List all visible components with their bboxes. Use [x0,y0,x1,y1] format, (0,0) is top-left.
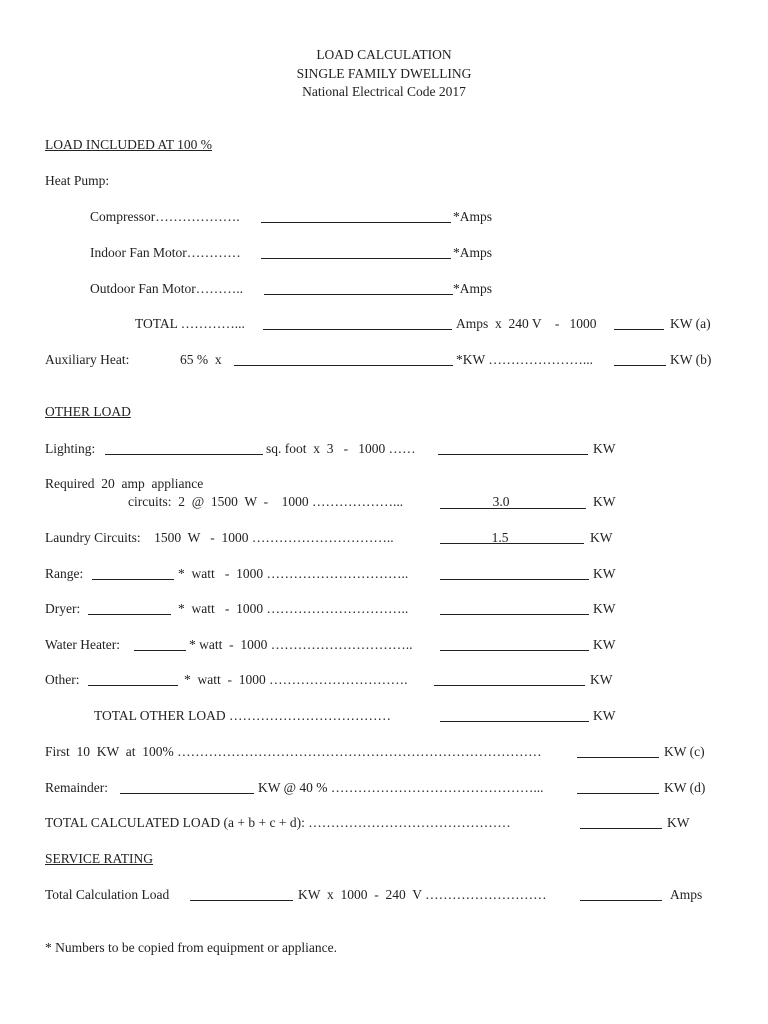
kw-a-field[interactable] [614,329,664,330]
appliance-kw-unit: KW [593,494,616,509]
service-amps-unit: Amps [670,887,703,902]
outdoor-fan-amps-unit: *Amps [453,281,493,296]
auxiliary-kw-field[interactable] [234,365,453,366]
service-amps-field[interactable] [580,900,662,901]
dryer-label: Dryer: [45,601,81,616]
total-amps-field[interactable] [263,329,452,330]
footnote: * Numbers to be copied from equipment or appliance. [45,940,338,955]
remainder-formula: KW @ 40 % ………………………………………... [258,780,544,795]
remainder-label: Remainder: [45,780,108,795]
lighting-label: Lighting: [45,441,96,456]
other-kw-unit: KW [590,672,613,687]
range-label: Range: [45,566,84,581]
dryer-kw-field[interactable] [440,614,589,615]
water-heater-kw-field[interactable] [440,650,589,651]
kw-b-label: KW (b) [670,352,712,367]
water-heater-formula: * watt - 1000 ………………………….. [189,637,413,652]
indoor-fan-label: Indoor Fan Motor………… [90,245,241,260]
lighting-kw-unit: KW [593,441,616,456]
other-formula: * watt - 1000 …………………………. [184,672,408,687]
section-heading-100: LOAD INCLUDED AT 100 % [45,137,212,152]
total-other-load-field[interactable] [440,721,589,722]
section-heading-service: SERVICE RATING [45,851,154,866]
heat-pump-label: Heat Pump: [45,173,110,188]
compressor-amps-field[interactable] [261,222,451,223]
laundry-kw-unit: KW [590,530,613,545]
service-formula: KW x 1000 - 240 V ……………………… [298,887,547,902]
range-kw-unit: KW [593,566,616,581]
appliance-kw-value: 3.0 [492,494,510,509]
range-kw-field[interactable] [440,579,589,580]
indoor-fan-amps-unit: *Amps [453,245,493,260]
appliance-label-line1: Required 20 amp appliance [45,476,204,491]
other-label: Other: [45,672,80,687]
appliance-label-line2: circuits: 2 @ 1500 W - 1000 ………………... [128,494,404,509]
section-heading-other: OTHER LOAD [45,404,131,419]
total-other-load-label: TOTAL OTHER LOAD ……………………………… [94,708,392,723]
compressor-amps-unit: *Amps [453,209,493,224]
auxiliary-heat-label: Auxiliary Heat: [45,352,130,367]
total-other-load-unit: KW [593,708,616,723]
water-heater-label: Water Heater: [45,637,120,652]
auxiliary-pct: 65 % x [180,352,222,367]
dryer-watt-field[interactable] [88,614,171,615]
other-watt-field[interactable] [88,685,178,686]
range-watt-field[interactable] [92,579,174,580]
kw-c-label: KW (c) [664,744,705,759]
kw-b-field[interactable] [614,365,666,366]
total-calculated-load-label: TOTAL CALCULATED LOAD (a + b + c + d): ……………………………………… [45,815,511,830]
laundry-kw-value: 1.5 [491,530,509,545]
dryer-formula: * watt - 1000 ………………………….. [178,601,409,616]
total-calculated-load-unit: KW [667,815,690,830]
auxiliary-kw-unit: *KW …………………... [456,352,593,367]
kw-c-field[interactable] [577,757,659,758]
code-reference: National Electrical Code 2017 [302,84,466,99]
total-label: TOTAL …………... [135,316,245,331]
compressor-label: Compressor………………. [90,209,240,224]
range-formula: * watt - 1000 ………………………….. [178,566,409,581]
total-calculated-load-field[interactable] [580,828,662,829]
lighting-formula: sq. foot x 3 - 1000 …… [266,441,416,456]
dryer-kw-unit: KW [593,601,616,616]
form-title: LOAD CALCULATION [316,47,452,62]
indoor-fan-amps-field[interactable] [261,258,451,259]
water-heater-kw-unit: KW [593,637,616,652]
total-calculation-load-label: Total Calculation Load [45,887,170,902]
water-heater-watt-field[interactable] [134,650,186,651]
other-kw-field[interactable] [434,685,585,686]
kw-a-label: KW (a) [670,316,711,331]
laundry-label: Laundry Circuits: 1500 W - 1000 ………………………….. [45,530,394,545]
kw-d-field[interactable] [577,793,659,794]
total-formula: Amps x 240 V - 1000 [456,316,597,331]
lighting-kw-field[interactable] [438,454,588,455]
outdoor-fan-amps-field[interactable] [264,294,453,295]
remainder-field[interactable] [120,793,254,794]
form-subtitle: SINGLE FAMILY DWELLING [296,66,472,81]
service-kw-field[interactable] [190,900,293,901]
first-10kw-label: First 10 KW at 100% ……………………………………………………………………… [45,744,542,759]
kw-d-label: KW (d) [664,780,706,795]
outdoor-fan-label: Outdoor Fan Motor……….. [90,281,243,296]
lighting-sqft-field[interactable] [105,454,263,455]
